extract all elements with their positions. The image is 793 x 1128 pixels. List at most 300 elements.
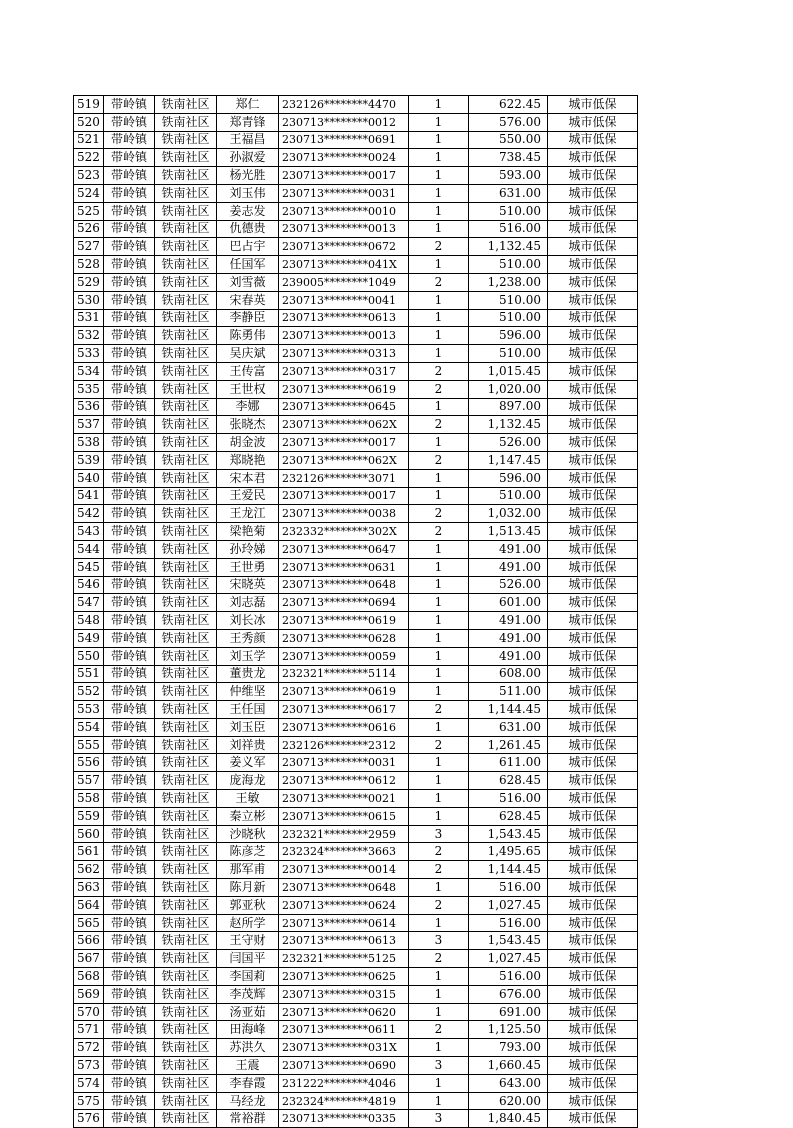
id-number-cell: 230713********0013 <box>279 220 409 238</box>
name-cell: 王世权 <box>217 380 279 398</box>
household-size-cell: 1 <box>409 790 469 808</box>
id-number-cell: 230713********0031 <box>279 754 409 772</box>
household-size-cell: 1 <box>409 291 469 309</box>
household-size-cell: 2 <box>409 238 469 256</box>
name-cell: 李娜 <box>217 398 279 416</box>
table-row <box>74 1057 638 1075</box>
table-row <box>74 523 638 541</box>
community-cell: 铁南社区 <box>155 256 217 274</box>
community-cell: 铁南社区 <box>155 113 217 131</box>
household-size-cell: 1 <box>409 1003 469 1021</box>
id-number-cell: 230713********031X <box>279 1039 409 1057</box>
household-size-cell: 2 <box>409 416 469 434</box>
name-cell: 郭亚秋 <box>217 896 279 914</box>
town-cell: 带岭镇 <box>104 238 155 256</box>
name-cell: 李春霞 <box>217 1074 279 1092</box>
household-size-cell: 1 <box>409 718 469 736</box>
amount-cell: 1,513.45 <box>469 523 548 541</box>
id-number-cell: 230713********0041 <box>279 291 409 309</box>
name-cell: 宋春英 <box>217 291 279 309</box>
town-cell: 带岭镇 <box>104 807 155 825</box>
community-cell: 铁南社区 <box>155 1110 217 1128</box>
table-row <box>74 451 638 469</box>
community-cell: 铁南社区 <box>155 914 217 932</box>
row-number-cell: 573 <box>74 1057 104 1075</box>
name-cell: 王传富 <box>217 362 279 380</box>
table-row <box>74 683 638 701</box>
category-cell: 城市低保 <box>548 576 638 594</box>
amount-cell: 1,238.00 <box>469 273 548 291</box>
id-number-cell: 230713********0012 <box>279 113 409 131</box>
amount-cell: 631.00 <box>469 718 548 736</box>
table-row <box>74 149 638 167</box>
row-number-cell: 571 <box>74 1021 104 1039</box>
row-number-cell: 531 <box>74 309 104 327</box>
category-cell: 城市低保 <box>548 149 638 167</box>
household-size-cell: 2 <box>409 861 469 879</box>
table-row <box>74 238 638 256</box>
household-size-cell: 1 <box>409 807 469 825</box>
community-cell: 铁南社区 <box>155 416 217 434</box>
category-cell: 城市低保 <box>548 1110 638 1128</box>
community-cell: 铁南社区 <box>155 594 217 612</box>
amount-cell: 897.00 <box>469 398 548 416</box>
name-cell: 闫国平 <box>217 950 279 968</box>
row-number-cell: 530 <box>74 291 104 309</box>
community-cell: 铁南社区 <box>155 985 217 1003</box>
amount-cell: 510.00 <box>469 309 548 327</box>
amount-cell: 510.00 <box>469 291 548 309</box>
row-number-cell: 537 <box>74 416 104 434</box>
community-cell: 铁南社区 <box>155 647 217 665</box>
name-cell: 王任国 <box>217 701 279 719</box>
row-number-cell: 544 <box>74 540 104 558</box>
town-cell: 带岭镇 <box>104 487 155 505</box>
name-cell: 苏洪久 <box>217 1039 279 1057</box>
table-row <box>74 273 638 291</box>
household-size-cell: 1 <box>409 220 469 238</box>
row-number-cell: 550 <box>74 647 104 665</box>
category-cell: 城市低保 <box>548 327 638 345</box>
town-cell: 带岭镇 <box>104 576 155 594</box>
amount-cell: 1,132.45 <box>469 416 548 434</box>
household-size-cell: 2 <box>409 362 469 380</box>
table-row <box>74 1110 638 1128</box>
id-number-cell: 230713********0014 <box>279 861 409 879</box>
name-cell: 赵所学 <box>217 914 279 932</box>
table-row <box>74 718 638 736</box>
id-number-cell: 230713********0615 <box>279 807 409 825</box>
id-number-cell: 230713********062X <box>279 451 409 469</box>
table-row <box>74 434 638 452</box>
name-cell: 刘玉臣 <box>217 718 279 736</box>
household-size-cell: 2 <box>409 380 469 398</box>
household-size-cell: 1 <box>409 647 469 665</box>
category-cell: 城市低保 <box>548 985 638 1003</box>
row-number-cell: 526 <box>74 220 104 238</box>
id-number-cell: 232324********4819 <box>279 1092 409 1110</box>
amount-cell: 1,020.00 <box>469 380 548 398</box>
id-number-cell: 231222********4046 <box>279 1074 409 1092</box>
category-cell: 城市低保 <box>548 950 638 968</box>
row-number-cell: 536 <box>74 398 104 416</box>
community-cell: 铁南社区 <box>155 327 217 345</box>
town-cell: 带岭镇 <box>104 629 155 647</box>
community-cell: 铁南社区 <box>155 220 217 238</box>
table-row <box>74 701 638 719</box>
community-cell: 铁南社区 <box>155 1021 217 1039</box>
name-cell: 刘志磊 <box>217 594 279 612</box>
community-cell: 铁南社区 <box>155 736 217 754</box>
id-number-cell: 230713********0021 <box>279 790 409 808</box>
category-cell: 城市低保 <box>548 113 638 131</box>
household-size-cell: 1 <box>409 309 469 327</box>
benefit-table <box>73 95 638 1128</box>
id-number-cell: 230713********0690 <box>279 1057 409 1075</box>
category-cell: 城市低保 <box>548 1021 638 1039</box>
name-cell: 刘长冰 <box>217 612 279 630</box>
community-cell: 铁南社区 <box>155 879 217 897</box>
town-cell: 带岭镇 <box>104 362 155 380</box>
row-number-cell: 572 <box>74 1039 104 1057</box>
row-number-cell: 523 <box>74 167 104 185</box>
community-cell: 铁南社区 <box>155 362 217 380</box>
amount-cell: 550.00 <box>469 131 548 149</box>
community-cell: 铁南社区 <box>155 683 217 701</box>
row-number-cell: 551 <box>74 665 104 683</box>
amount-cell: 1,144.45 <box>469 701 548 719</box>
community-cell: 铁南社区 <box>155 167 217 185</box>
name-cell: 仇德贵 <box>217 220 279 238</box>
row-number-cell: 547 <box>74 594 104 612</box>
amount-cell: 1,132.45 <box>469 238 548 256</box>
amount-cell: 608.00 <box>469 665 548 683</box>
town-cell: 带岭镇 <box>104 790 155 808</box>
household-size-cell: 1 <box>409 167 469 185</box>
table-row <box>74 398 638 416</box>
row-number-cell: 548 <box>74 612 104 630</box>
category-cell: 城市低保 <box>548 1003 638 1021</box>
town-cell: 带岭镇 <box>104 184 155 202</box>
amount-cell: 1,543.45 <box>469 825 548 843</box>
id-number-cell: 230713********0694 <box>279 594 409 612</box>
table-row <box>74 184 638 202</box>
id-number-cell: 230713********0017 <box>279 487 409 505</box>
household-size-cell: 1 <box>409 576 469 594</box>
amount-cell: 1,027.45 <box>469 896 548 914</box>
row-number-cell: 521 <box>74 131 104 149</box>
town-cell: 带岭镇 <box>104 220 155 238</box>
community-cell: 铁南社区 <box>155 754 217 772</box>
table-row <box>74 362 638 380</box>
row-number-cell: 566 <box>74 932 104 950</box>
category-cell: 城市低保 <box>548 736 638 754</box>
category-cell: 城市低保 <box>548 345 638 363</box>
table-row <box>74 629 638 647</box>
table-row <box>74 861 638 879</box>
household-size-cell: 1 <box>409 879 469 897</box>
name-cell: 姜义军 <box>217 754 279 772</box>
row-number-cell: 539 <box>74 451 104 469</box>
table-body <box>74 96 638 1128</box>
table-row <box>74 1074 638 1092</box>
town-cell: 带岭镇 <box>104 754 155 772</box>
community-cell: 铁南社区 <box>155 540 217 558</box>
category-cell: 城市低保 <box>548 469 638 487</box>
town-cell: 带岭镇 <box>104 1074 155 1092</box>
community-cell: 铁南社区 <box>155 701 217 719</box>
row-number-cell: 540 <box>74 469 104 487</box>
table-row <box>74 256 638 274</box>
community-cell: 铁南社区 <box>155 576 217 594</box>
name-cell: 那军甫 <box>217 861 279 879</box>
community-cell: 铁南社区 <box>155 469 217 487</box>
row-number-cell: 520 <box>74 113 104 131</box>
category-cell: 城市低保 <box>548 683 638 701</box>
household-size-cell: 1 <box>409 113 469 131</box>
id-number-cell: 239005********1049 <box>279 273 409 291</box>
town-cell: 带岭镇 <box>104 950 155 968</box>
household-size-cell: 2 <box>409 950 469 968</box>
row-number-cell: 532 <box>74 327 104 345</box>
category-cell: 城市低保 <box>548 914 638 932</box>
table-row <box>74 1003 638 1021</box>
id-number-cell: 230713********0614 <box>279 914 409 932</box>
category-cell: 城市低保 <box>548 238 638 256</box>
amount-cell: 1,840.45 <box>469 1110 548 1128</box>
category-cell: 城市低保 <box>548 434 638 452</box>
id-number-cell: 230713********0619 <box>279 380 409 398</box>
household-size-cell: 1 <box>409 131 469 149</box>
household-size-cell: 1 <box>409 1039 469 1057</box>
household-size-cell: 1 <box>409 96 469 114</box>
id-number-cell: 230713********0648 <box>279 879 409 897</box>
category-cell: 城市低保 <box>548 1092 638 1110</box>
name-cell: 姜志发 <box>217 202 279 220</box>
community-cell: 铁南社区 <box>155 1092 217 1110</box>
community-cell: 铁南社区 <box>155 1057 217 1075</box>
town-cell: 带岭镇 <box>104 558 155 576</box>
row-number-cell: 559 <box>74 807 104 825</box>
name-cell: 吴庆斌 <box>217 345 279 363</box>
household-size-cell: 1 <box>409 487 469 505</box>
category-cell: 城市低保 <box>548 772 638 790</box>
amount-cell: 1,027.45 <box>469 950 548 968</box>
amount-cell: 1,147.45 <box>469 451 548 469</box>
town-cell: 带岭镇 <box>104 309 155 327</box>
row-number-cell: 522 <box>74 149 104 167</box>
id-number-cell: 230713********0317 <box>279 362 409 380</box>
household-size-cell: 2 <box>409 736 469 754</box>
household-size-cell: 2 <box>409 701 469 719</box>
household-size-cell: 1 <box>409 558 469 576</box>
category-cell: 城市低保 <box>548 1039 638 1057</box>
amount-cell: 526.00 <box>469 434 548 452</box>
household-size-cell: 3 <box>409 1057 469 1075</box>
town-cell: 带岭镇 <box>104 96 155 114</box>
table-row <box>74 647 638 665</box>
category-cell: 城市低保 <box>548 701 638 719</box>
household-size-cell: 2 <box>409 273 469 291</box>
town-cell: 带岭镇 <box>104 612 155 630</box>
table-row <box>74 879 638 897</box>
amount-cell: 1,032.00 <box>469 505 548 523</box>
table-row <box>74 896 638 914</box>
amount-cell: 491.00 <box>469 612 548 630</box>
id-number-cell: 230713********0010 <box>279 202 409 220</box>
household-size-cell: 1 <box>409 683 469 701</box>
town-cell: 带岭镇 <box>104 505 155 523</box>
community-cell: 铁南社区 <box>155 558 217 576</box>
id-number-cell: 230713********0013 <box>279 327 409 345</box>
town-cell: 带岭镇 <box>104 879 155 897</box>
community-cell: 铁南社区 <box>155 291 217 309</box>
town-cell: 带岭镇 <box>104 345 155 363</box>
id-number-cell: 232126********3071 <box>279 469 409 487</box>
id-number-cell: 230713********0024 <box>279 149 409 167</box>
household-size-cell: 1 <box>409 772 469 790</box>
name-cell: 常裕群 <box>217 1110 279 1128</box>
amount-cell: 1,495.65 <box>469 843 548 861</box>
amount-cell: 510.00 <box>469 202 548 220</box>
amount-cell: 601.00 <box>469 594 548 612</box>
table-row <box>74 754 638 772</box>
table-row <box>74 416 638 434</box>
household-size-cell: 1 <box>409 914 469 932</box>
category-cell: 城市低保 <box>548 825 638 843</box>
category-cell: 城市低保 <box>548 416 638 434</box>
category-cell: 城市低保 <box>548 594 638 612</box>
name-cell: 陈勇伟 <box>217 327 279 345</box>
amount-cell: 596.00 <box>469 469 548 487</box>
table-row <box>74 1021 638 1039</box>
community-cell: 铁南社区 <box>155 238 217 256</box>
table-row <box>74 736 638 754</box>
amount-cell: 738.45 <box>469 149 548 167</box>
category-cell: 城市低保 <box>548 362 638 380</box>
row-number-cell: 565 <box>74 914 104 932</box>
name-cell: 宋晓英 <box>217 576 279 594</box>
category-cell: 城市低保 <box>548 487 638 505</box>
town-cell: 带岭镇 <box>104 1110 155 1128</box>
name-cell: 宋本君 <box>217 469 279 487</box>
name-cell: 汤亚茹 <box>217 1003 279 1021</box>
amount-cell: 611.00 <box>469 754 548 772</box>
community-cell: 铁南社区 <box>155 380 217 398</box>
row-number-cell: 563 <box>74 879 104 897</box>
table-row <box>74 843 638 861</box>
town-cell: 带岭镇 <box>104 968 155 986</box>
table-row <box>74 1039 638 1057</box>
row-number-cell: 560 <box>74 825 104 843</box>
name-cell: 仲维坚 <box>217 683 279 701</box>
id-number-cell: 232126********4470 <box>279 96 409 114</box>
community-cell: 铁南社区 <box>155 202 217 220</box>
table-row <box>74 576 638 594</box>
community-cell: 铁南社区 <box>155 629 217 647</box>
category-cell: 城市低保 <box>548 612 638 630</box>
table-row <box>74 968 638 986</box>
name-cell: 王世勇 <box>217 558 279 576</box>
category-cell: 城市低保 <box>548 380 638 398</box>
category-cell: 城市低保 <box>548 1057 638 1075</box>
amount-cell: 793.00 <box>469 1039 548 1057</box>
row-number-cell: 549 <box>74 629 104 647</box>
table-row <box>74 932 638 950</box>
town-cell: 带岭镇 <box>104 540 155 558</box>
row-number-cell: 529 <box>74 273 104 291</box>
community-cell: 铁南社区 <box>155 273 217 291</box>
amount-cell: 1,144.45 <box>469 861 548 879</box>
id-number-cell: 230713********0059 <box>279 647 409 665</box>
row-number-cell: 564 <box>74 896 104 914</box>
name-cell: 庞海龙 <box>217 772 279 790</box>
town-cell: 带岭镇 <box>104 416 155 434</box>
community-cell: 铁南社区 <box>155 1074 217 1092</box>
id-number-cell: 230713********0017 <box>279 434 409 452</box>
category-cell: 城市低保 <box>548 96 638 114</box>
town-cell: 带岭镇 <box>104 647 155 665</box>
amount-cell: 631.00 <box>469 184 548 202</box>
amount-cell: 516.00 <box>469 220 548 238</box>
id-number-cell: 230713********0313 <box>279 345 409 363</box>
amount-cell: 491.00 <box>469 629 548 647</box>
amount-cell: 596.00 <box>469 327 548 345</box>
table-row <box>74 309 638 327</box>
community-cell: 铁南社区 <box>155 149 217 167</box>
household-size-cell: 1 <box>409 594 469 612</box>
name-cell: 刘祥贵 <box>217 736 279 754</box>
household-size-cell: 1 <box>409 434 469 452</box>
table-row <box>74 167 638 185</box>
name-cell: 马经龙 <box>217 1092 279 1110</box>
row-number-cell: 525 <box>74 202 104 220</box>
name-cell: 梁艳菊 <box>217 523 279 541</box>
town-cell: 带岭镇 <box>104 896 155 914</box>
category-cell: 城市低保 <box>548 256 638 274</box>
row-number-cell: 528 <box>74 256 104 274</box>
category-cell: 城市低保 <box>548 220 638 238</box>
household-size-cell: 1 <box>409 540 469 558</box>
row-number-cell: 535 <box>74 380 104 398</box>
amount-cell: 511.00 <box>469 683 548 701</box>
town-cell: 带岭镇 <box>104 451 155 469</box>
amount-cell: 491.00 <box>469 558 548 576</box>
town-cell: 带岭镇 <box>104 149 155 167</box>
row-number-cell: 545 <box>74 558 104 576</box>
town-cell: 带岭镇 <box>104 1021 155 1039</box>
row-number-cell: 561 <box>74 843 104 861</box>
household-size-cell: 1 <box>409 149 469 167</box>
name-cell: 巴占宇 <box>217 238 279 256</box>
household-size-cell: 2 <box>409 843 469 861</box>
name-cell: 任国军 <box>217 256 279 274</box>
town-cell: 带岭镇 <box>104 398 155 416</box>
household-size-cell: 1 <box>409 754 469 772</box>
id-number-cell: 230713********0624 <box>279 896 409 914</box>
town-cell: 带岭镇 <box>104 985 155 1003</box>
community-cell: 铁南社区 <box>155 843 217 861</box>
town-cell: 带岭镇 <box>104 434 155 452</box>
household-size-cell: 3 <box>409 825 469 843</box>
town-cell: 带岭镇 <box>104 380 155 398</box>
row-number-cell: 557 <box>74 772 104 790</box>
id-number-cell: 230713********0612 <box>279 772 409 790</box>
community-cell: 铁南社区 <box>155 451 217 469</box>
category-cell: 城市低保 <box>548 879 638 897</box>
name-cell: 董贵龙 <box>217 665 279 683</box>
amount-cell: 1,660.45 <box>469 1057 548 1075</box>
